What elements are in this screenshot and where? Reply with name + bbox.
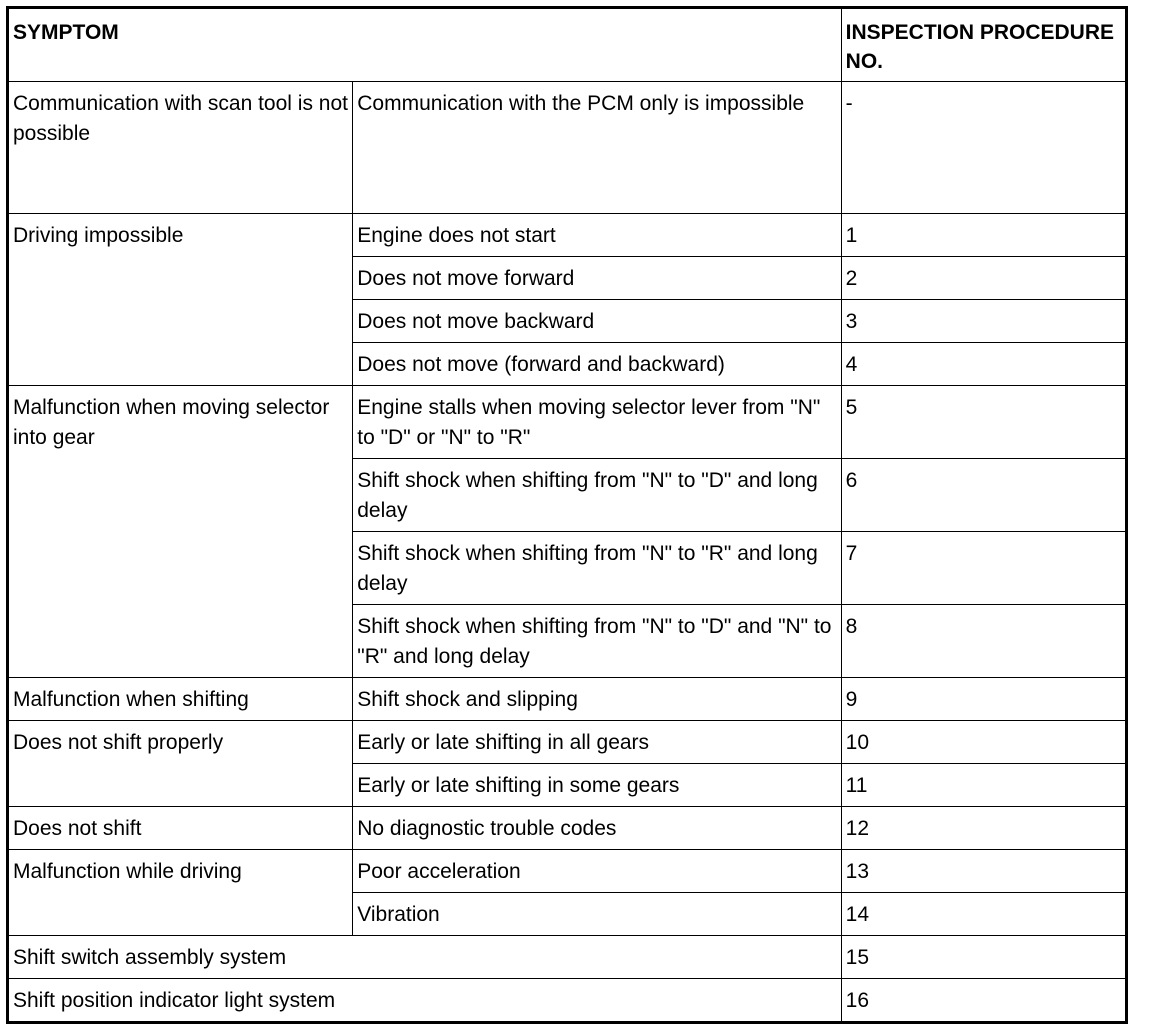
symptom-detail: Communication with the PCM only is impossible bbox=[353, 82, 841, 214]
symptom-detail: Engine stalls when moving selector lever from "N" to "D" or "N" to "R" bbox=[353, 386, 841, 459]
symptom-detail: Poor acceleration bbox=[353, 850, 841, 893]
symptom-category: Shift position indicator light system bbox=[8, 979, 842, 1023]
symptom-detail: Vibration bbox=[353, 893, 841, 936]
symptom-detail: Shift shock when shifting from "N" to "R" and long delay bbox=[353, 532, 841, 605]
header-inspection-procedure-no: INSPECTION PROCEDURE NO. bbox=[841, 8, 1126, 82]
symptom-detail: Shift shock when shifting from "N" to "D" and long delay bbox=[353, 459, 841, 532]
table-row bbox=[8, 979, 1127, 1023]
symptom-detail: Does not move (forward and backward) bbox=[353, 343, 841, 386]
table-row bbox=[8, 850, 1127, 893]
symptom-table bbox=[6, 6, 1128, 1024]
symptom-detail: Early or late shifting in some gears bbox=[353, 764, 841, 807]
symptom-category: Malfunction when shifting bbox=[8, 678, 353, 721]
symptom-category: Malfunction while driving bbox=[8, 850, 353, 936]
procedure-number: 1 bbox=[841, 214, 1126, 257]
symptom-category: Shift switch assembly system bbox=[8, 936, 842, 979]
symptom-detail: Does not move backward bbox=[353, 300, 841, 343]
procedure-number: 14 bbox=[841, 893, 1126, 936]
procedure-number: 10 bbox=[841, 721, 1126, 764]
symptom-detail: Does not move forward bbox=[353, 257, 841, 300]
table-row bbox=[8, 807, 1127, 850]
procedure-number: 9 bbox=[841, 678, 1126, 721]
header-symptom: SYMPTOM bbox=[8, 8, 842, 82]
table-row bbox=[8, 386, 1127, 459]
procedure-number: 5 bbox=[841, 386, 1126, 459]
symptom-category: Does not shift properly bbox=[8, 721, 353, 807]
procedure-number: 11 bbox=[841, 764, 1126, 807]
symptom-detail: Shift shock and slipping bbox=[353, 678, 841, 721]
procedure-number: 3 bbox=[841, 300, 1126, 343]
procedure-number: 6 bbox=[841, 459, 1126, 532]
procedure-number: 4 bbox=[841, 343, 1126, 386]
procedure-number: - bbox=[841, 82, 1126, 214]
table-row bbox=[8, 82, 1127, 214]
table-row bbox=[8, 678, 1127, 721]
symptom-detail: Shift shock when shifting from "N" to "D" and "N" to "R" and long delay bbox=[353, 605, 841, 678]
symptom-category: Driving impossible bbox=[8, 214, 353, 386]
table-row bbox=[8, 214, 1127, 257]
procedure-number: 7 bbox=[841, 532, 1126, 605]
symptom-detail: No diagnostic trouble codes bbox=[353, 807, 841, 850]
procedure-number: 12 bbox=[841, 807, 1126, 850]
symptom-detail: Early or late shifting in all gears bbox=[353, 721, 841, 764]
procedure-number: 2 bbox=[841, 257, 1126, 300]
procedure-number: 16 bbox=[841, 979, 1126, 1023]
procedure-number: 13 bbox=[841, 850, 1126, 893]
symptom-category: Malfunction when moving selector into gear bbox=[8, 386, 353, 678]
symptom-category: Does not shift bbox=[8, 807, 353, 850]
symptom-category: Communication with scan tool is not possible bbox=[8, 82, 353, 214]
header-row bbox=[8, 8, 1127, 82]
procedure-number: 15 bbox=[841, 936, 1126, 979]
table-row bbox=[8, 721, 1127, 764]
procedure-number: 8 bbox=[841, 605, 1126, 678]
table-row bbox=[8, 936, 1127, 979]
symptom-detail: Engine does not start bbox=[353, 214, 841, 257]
